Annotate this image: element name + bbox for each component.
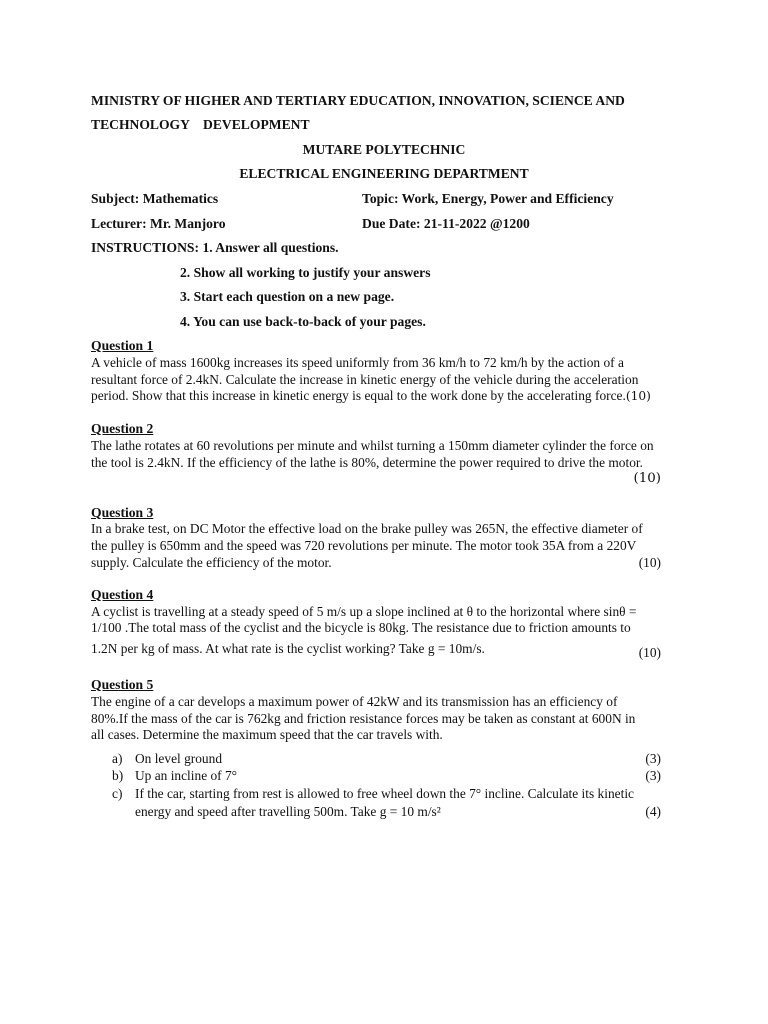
question-1-line-3: period. Show that this increase in kinetic energy is equal to the work done by the accelerating force.(10) xyxy=(91,388,651,403)
department-name: ELECTRICAL ENGINEERING DEPARTMENT xyxy=(239,166,529,181)
part-c-text: If the car, starting from rest is allowed to free wheel down the 7° incline. Calculate its kinetic xyxy=(135,786,634,801)
ministry-line-2: TECHNOLOGY DEVELOPMENT xyxy=(91,117,310,132)
part-c-text-2: energy and speed after travelling 500m. Take g = 10 m/s² xyxy=(135,804,441,819)
institution-name: MUTARE POLYTECHNIC xyxy=(302,142,466,157)
subject-label: Subject: Mathematics xyxy=(91,191,219,206)
part-b-marks: (3) xyxy=(645,768,661,783)
question-4-line-2: 1/100 .The total mass of the cyclist and the bicycle is 80kg. The resistance due to friction amounts to xyxy=(91,620,631,635)
topic-label: Topic: Work, Energy, Power and Efficiency xyxy=(362,191,614,206)
question-2-line-2: the tool is 2.4kN. If the efficiency of the lathe is 80%, determine the power required to drive the motor. xyxy=(91,455,643,470)
question-5-line-3: all cases. Determine the maximum speed that the car travels with. xyxy=(91,727,443,742)
question-4-marks: (10) xyxy=(638,645,661,660)
question-1-line-2: resultant force of 2.4kN. Calculate the increase in kinetic energy of the vehicle during the acceleration xyxy=(91,372,639,387)
question-3-line-3: supply. Calculate the efficiency of the motor. xyxy=(91,555,332,570)
ministry-line-1: MINISTRY OF HIGHER AND TERTIARY EDUCATION, INNOVATION, SCIENCE AND xyxy=(91,93,625,108)
question-3-title: Question 3 xyxy=(91,505,154,520)
question-4-line-1: A cyclist is travelling at a steady speed of 5 m/s up a slope inclined at θ to the horizontal where sinθ = xyxy=(91,604,637,619)
question-3-line-1: In a brake test, on DC Motor the effective load on the brake pulley was 265N, the effective diameter of xyxy=(91,521,643,536)
instruction-item-1: 1. Answer all questions. xyxy=(202,240,339,255)
question-1-title: Question 1 xyxy=(91,338,154,353)
question-2-line-1: The lathe rotates at 60 revolutions per minute and whilst turning a 150mm diameter cylinder the force on xyxy=(91,438,654,453)
part-c-label: c) xyxy=(112,786,123,801)
instruction-item-4: 4. You can use back-to-back of your pages. xyxy=(180,314,426,329)
question-2-title: Question 2 xyxy=(91,421,154,436)
part-a-label: a) xyxy=(112,751,123,766)
question-5-title: Question 5 xyxy=(91,677,154,692)
question-5-line-1: The engine of a car develops a maximum power of 42kW and its transmission has an efficiency of xyxy=(91,694,618,709)
question-3-marks: (10) xyxy=(638,555,661,570)
question-3-line-2: the pulley is 650mm and the speed was 720 revolutions per minute. The motor took 35A from a 220V xyxy=(91,538,637,553)
lecturer-label: Lecturer: Mr. Manjoro xyxy=(91,216,226,231)
instructions-block xyxy=(91,240,339,256)
instruction-item-3: 3. Start each question on a new page. xyxy=(180,289,395,304)
due-date-label: Due Date: 21-11-2022 @1200 xyxy=(362,216,530,231)
question-4-title: Question 4 xyxy=(91,587,154,602)
question-2-marks: (10) xyxy=(633,471,661,486)
part-a-text: On level ground xyxy=(135,751,223,766)
instruction-item-2: 2. Show all working to justify your answers xyxy=(180,265,431,280)
instructions-label: INSTRUCTIONS: xyxy=(91,240,200,255)
part-c-marks: (4) xyxy=(645,804,661,819)
part-b-label: b) xyxy=(112,768,124,783)
question-5-line-2: 80%.If the mass of the car is 762kg and friction resistance forces may be taken as constant at 600N in xyxy=(91,711,636,726)
question-1-line-1: A vehicle of mass 1600kg increases its speed uniformly from 36 km/h to 72 km/h by the action of a xyxy=(91,355,624,370)
question-4-line-3: 1.2N per kg of mass. At what rate is the cyclist working? Take g = 10m/s. xyxy=(91,641,485,656)
part-a-marks: (3) xyxy=(645,751,661,766)
part-b-text: Up an incline of 7° xyxy=(135,768,238,783)
question-1-marks: (10) xyxy=(625,389,651,403)
